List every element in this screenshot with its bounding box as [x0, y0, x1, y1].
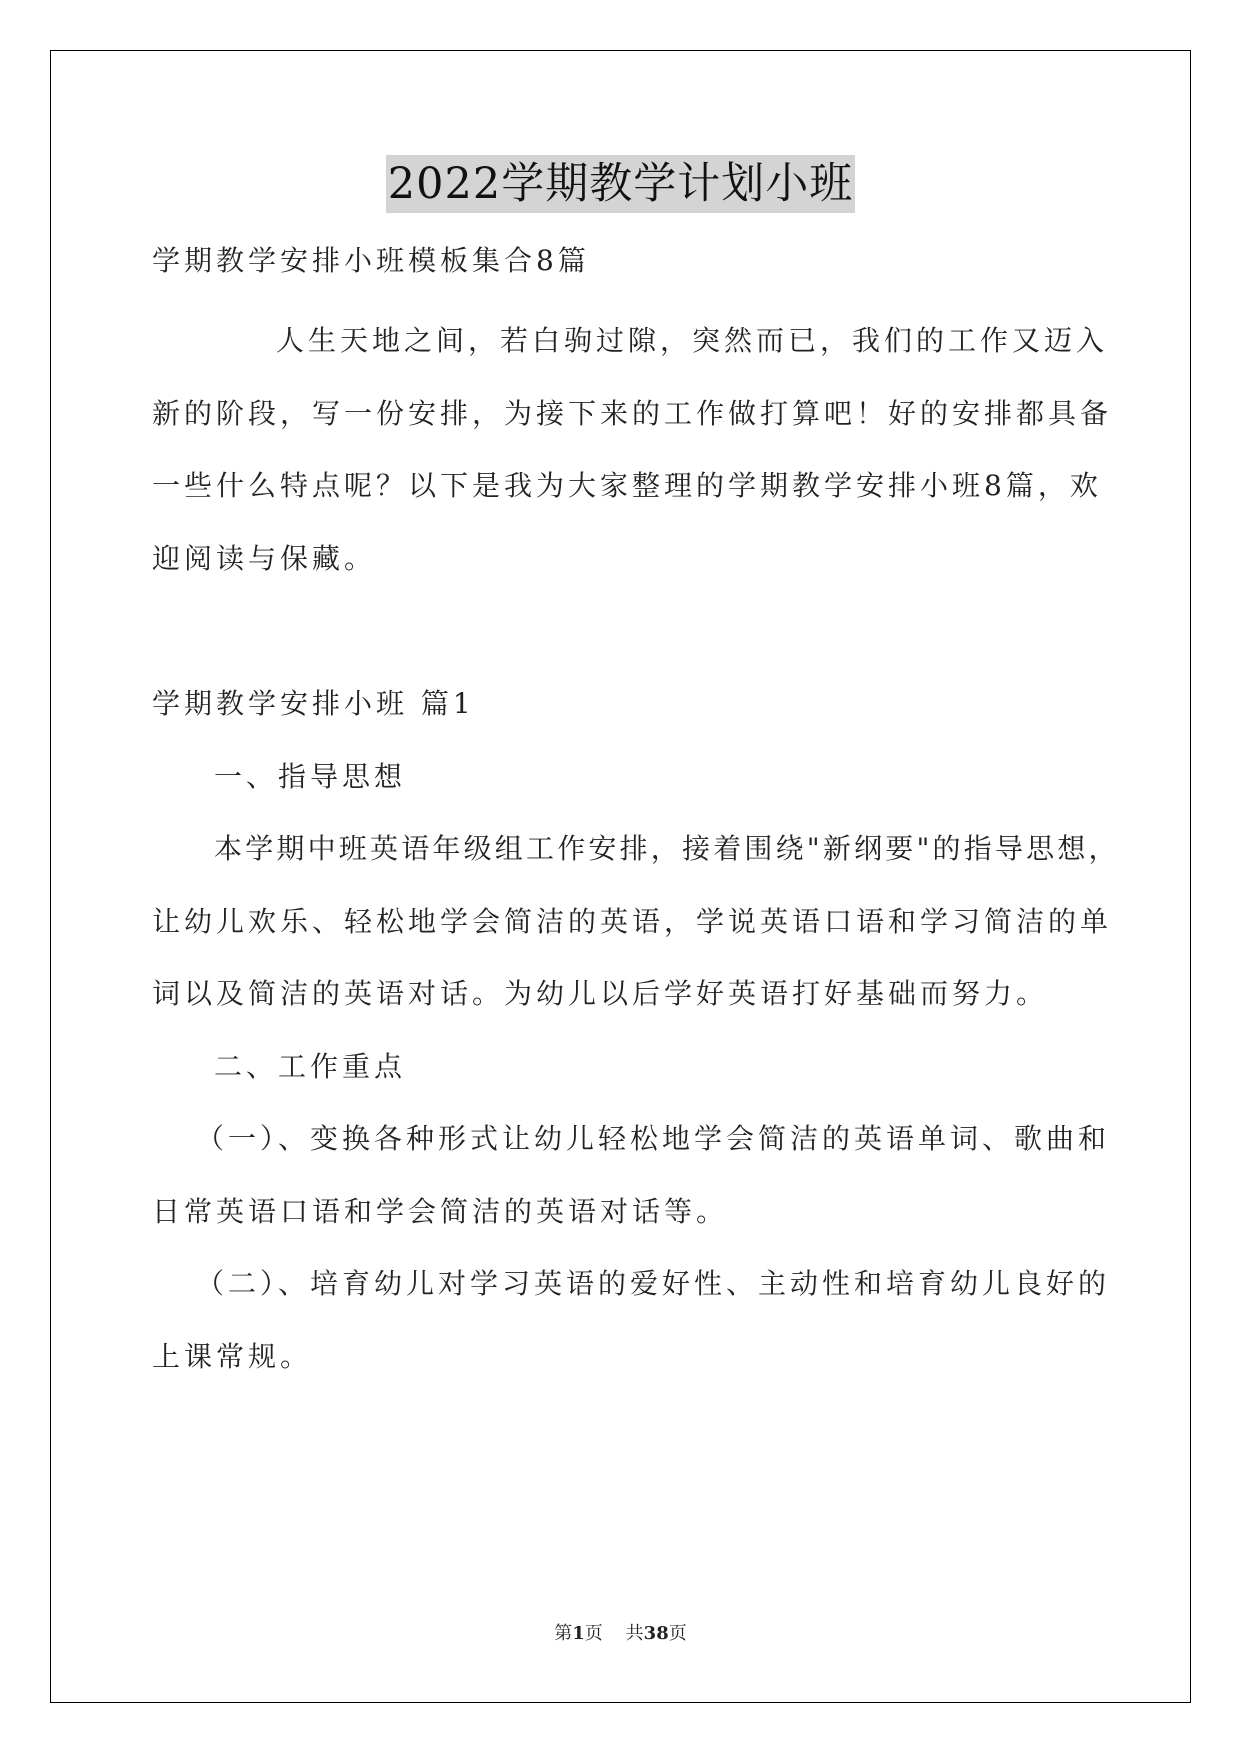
page-footer [0, 1622, 1241, 1646]
intro-line-2: 新的阶段，写一份安排，为接下来的工作做打算吧！好的安排都具备 [152, 397, 1113, 430]
document-subtitle: 学期教学安排小班模板集合8篇 [152, 244, 590, 277]
item-2-line-2: 上课常规。 [152, 1340, 313, 1373]
item-1-line-2: 日常英语口语和学会简洁的英语对话等。 [152, 1195, 729, 1228]
para-1-line-1: 本学期中班英语年级组工作安排，接着围绕"新纲要"的指导思想， [214, 832, 1120, 865]
heading-work-focus: 二、工作重点 [214, 1050, 407, 1083]
para-1-line-2: 让幼儿欢乐、轻松地学会简洁的英语，学说英语口语和学习简洁的单 [152, 905, 1113, 938]
document-title: 2022学期教学计划小班 [386, 155, 855, 213]
item-1-line-1: （一）、变换各种形式让幼儿轻松地学会简洁的英语单词、歌曲和 [196, 1122, 1111, 1155]
page-prefix: 第 [554, 1623, 573, 1644]
section-heading: 学期教学安排小班 篇1 [152, 687, 475, 720]
total-suffix: 页 [668, 1623, 687, 1644]
intro-line-1: 人生天地之间，若白驹过隙，突然而已，我们的工作又迈入 [276, 324, 1109, 357]
intro-line-4: 迎阅读与保藏。 [152, 542, 377, 575]
item-2-line-1: （二）、培育幼儿对学习英语的爱好性、主动性和培育幼儿良好的 [196, 1267, 1111, 1300]
page-border [50, 50, 1191, 1703]
intro-line-3: 一些什么特点呢？以下是我为大家整理的学期教学安排小班8篇，欢 [152, 469, 1102, 502]
total-prefix: 共 [625, 1623, 644, 1644]
document-title-wrapper [0, 155, 1241, 213]
heading-guiding-thought: 一、指导思想 [214, 760, 407, 793]
page-number: 1 [572, 1623, 585, 1644]
para-1-line-3: 词以及简洁的英语对话。为幼儿以后学好英语打好基础而努力。 [152, 977, 1049, 1010]
page-suffix: 页 [584, 1623, 603, 1644]
total-pages: 38 [643, 1623, 669, 1644]
